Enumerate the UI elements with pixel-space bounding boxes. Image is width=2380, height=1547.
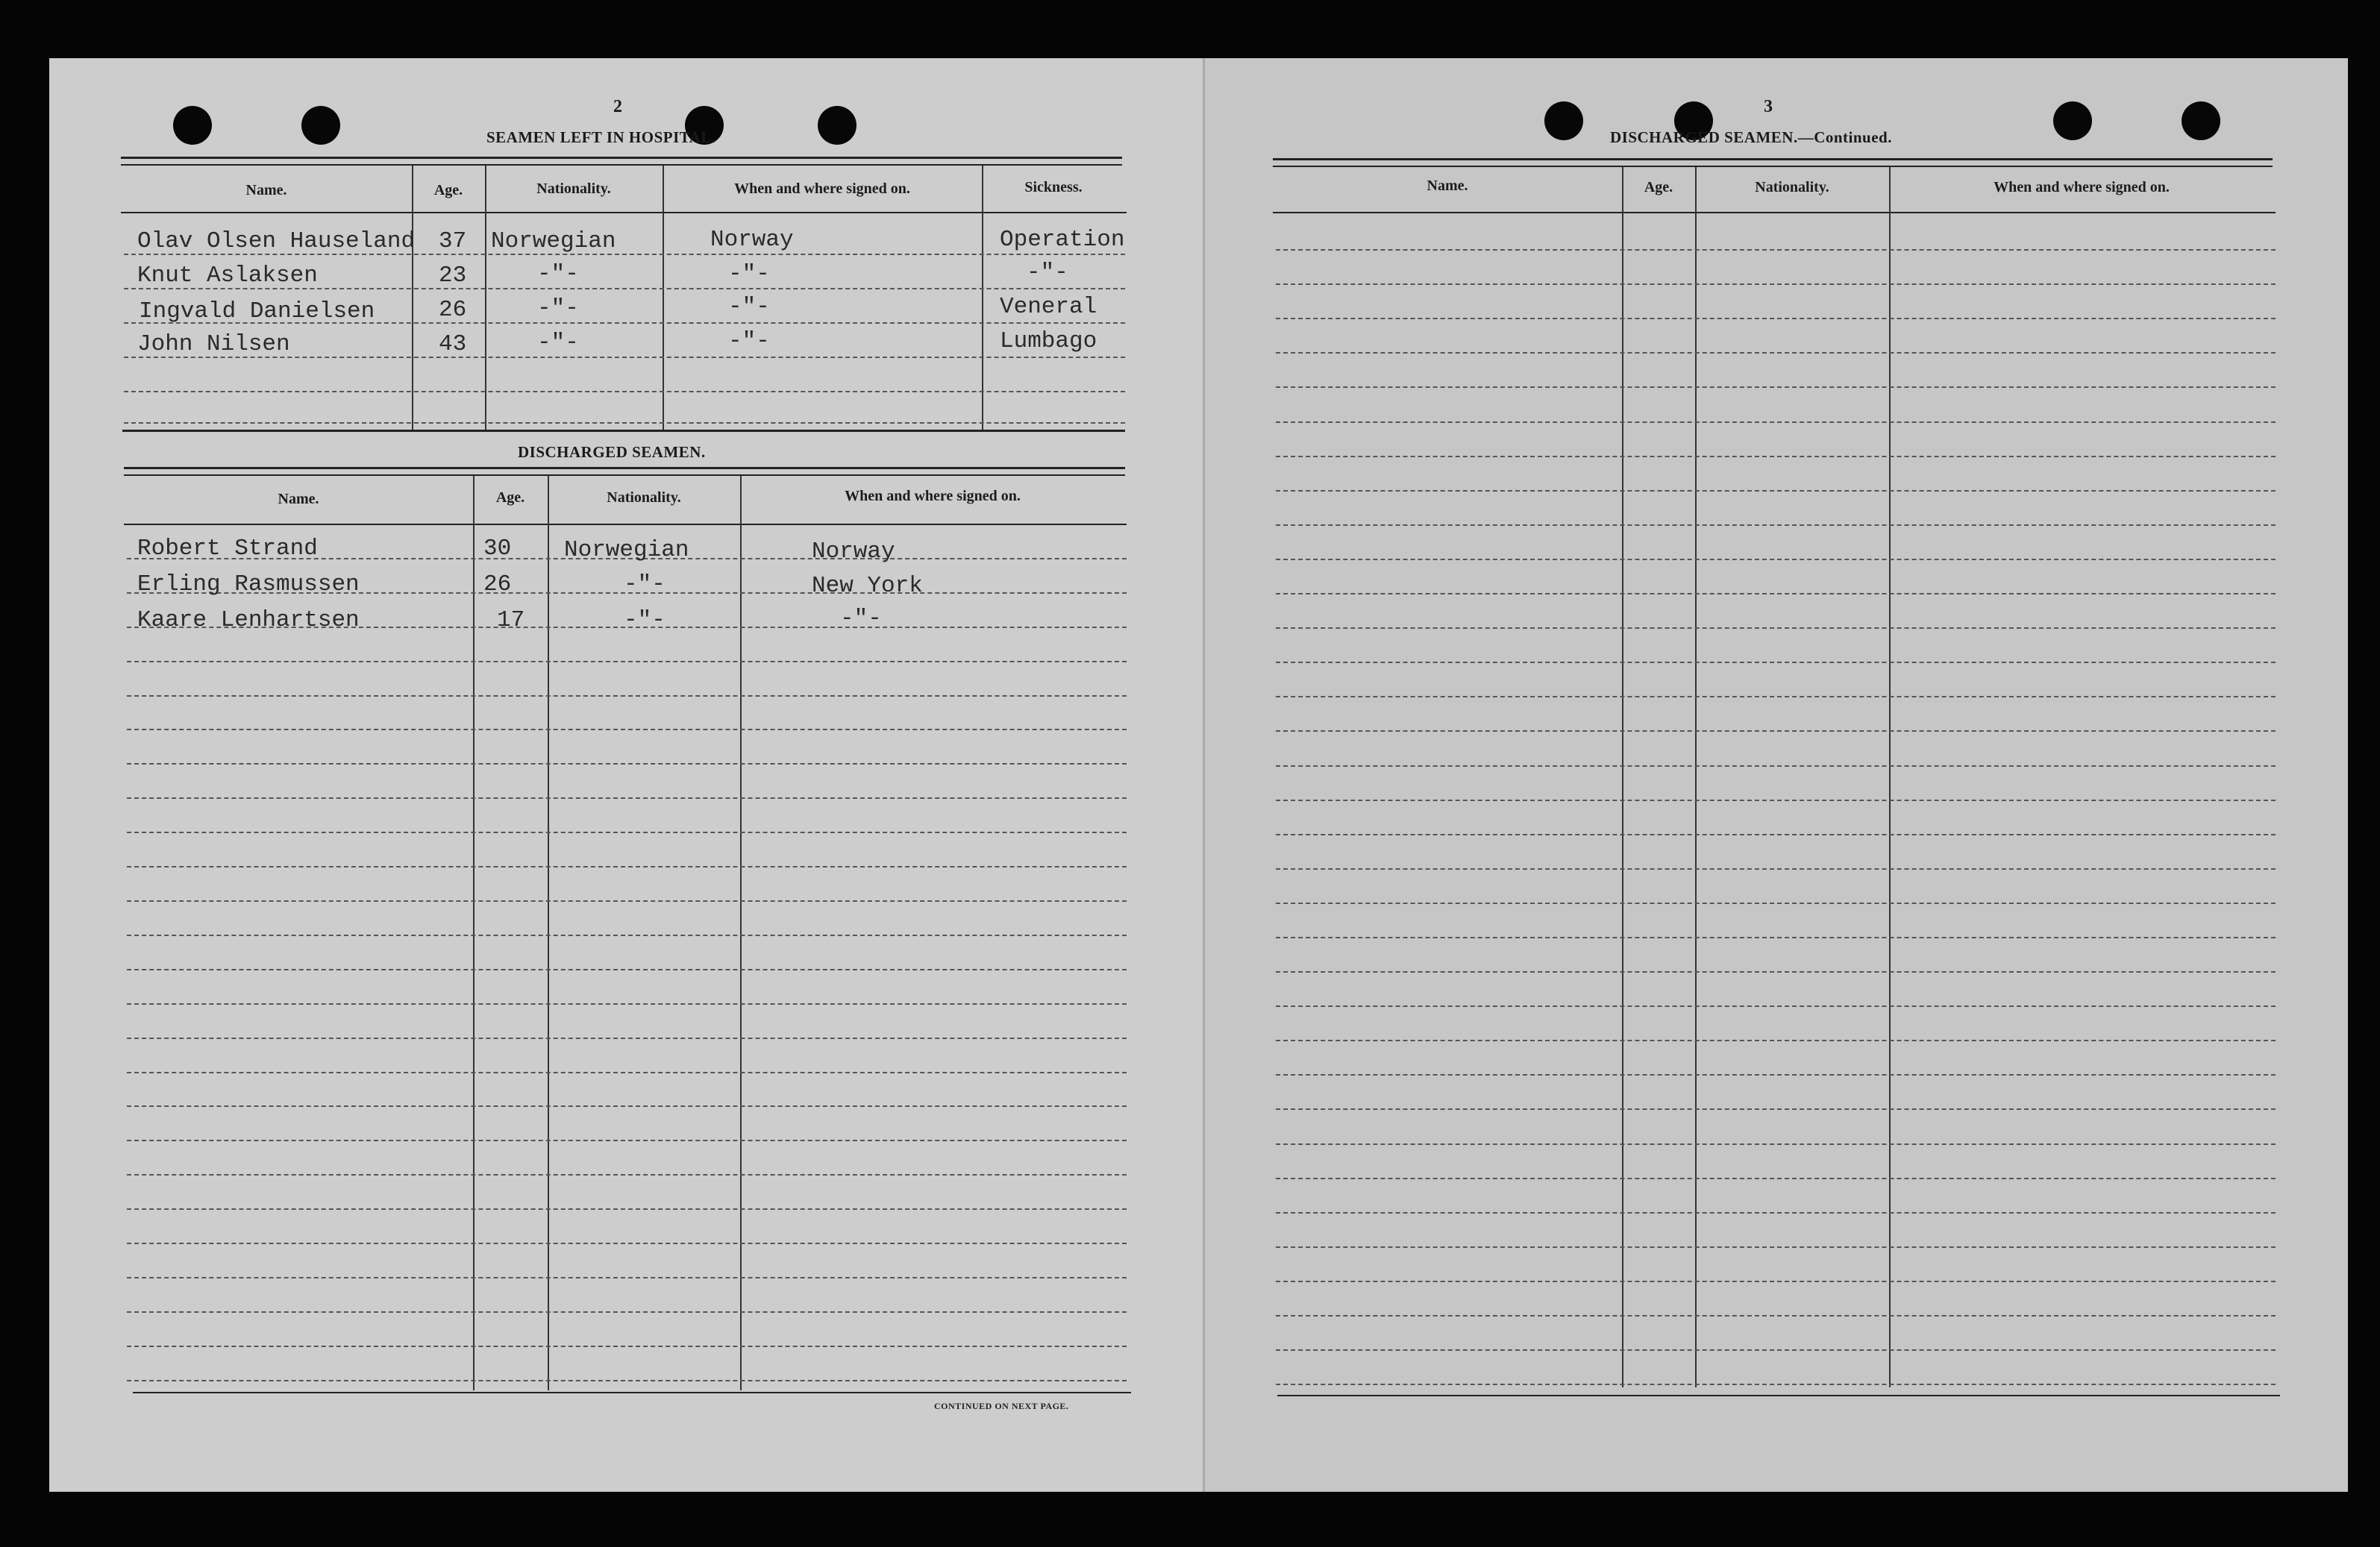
dotted-rule bbox=[127, 1380, 1127, 1381]
seaman-signed-on: -"- bbox=[840, 606, 882, 632]
column-divider bbox=[663, 166, 664, 430]
column-header-signed-on: When and where signed on. bbox=[1994, 179, 2170, 195]
seaman-sickness: Lumbago bbox=[1000, 328, 1097, 354]
seaman-nationality: Norwegian bbox=[564, 537, 689, 563]
punch-hole bbox=[818, 106, 857, 145]
dotted-rule bbox=[127, 1208, 1127, 1210]
seaman-signed-on: Norway bbox=[812, 539, 895, 565]
column-header-age: Age. bbox=[433, 182, 463, 198]
punch-hole bbox=[2182, 101, 2220, 140]
seaman-sickness: -"- bbox=[1027, 260, 1068, 286]
dotted-rule bbox=[1276, 524, 2276, 526]
dotted-rule bbox=[127, 969, 1127, 970]
dotted-rule bbox=[1276, 559, 2276, 560]
column-header-signed-on: When and where signed on. bbox=[845, 488, 1021, 504]
dotted-rule bbox=[1276, 421, 2276, 423]
right-page-title: DISCHARGED SEAMEN.—Continued. bbox=[1610, 128, 1892, 146]
dotted-rule bbox=[1276, 1074, 2276, 1076]
seaman-nationality: -"- bbox=[537, 261, 579, 287]
seaman-age: 23 bbox=[439, 263, 467, 289]
dotted-rule bbox=[127, 935, 1127, 936]
table-rule bbox=[121, 212, 1127, 213]
dotted-rule bbox=[127, 695, 1127, 697]
column-header-sickness: Sickness. bbox=[1024, 179, 1083, 195]
dotted-rule bbox=[127, 1346, 1127, 1347]
seaman-name: Knut Aslaksen bbox=[137, 263, 318, 289]
page-number: 3 bbox=[1764, 97, 1773, 116]
seaman-age: 17 bbox=[497, 607, 525, 633]
dotted-rule bbox=[1276, 283, 2276, 285]
seaman-age: 43 bbox=[439, 331, 467, 357]
dotted-rule bbox=[127, 866, 1127, 867]
dotted-rule bbox=[127, 729, 1127, 730]
seaman-sickness: Veneral bbox=[1000, 294, 1097, 320]
dotted-rule bbox=[1276, 662, 2276, 663]
seaman-nationality: -"- bbox=[537, 295, 579, 321]
seaman-age: 37 bbox=[439, 228, 467, 254]
table-rule bbox=[121, 157, 1122, 159]
seaman-nationality: -"- bbox=[624, 571, 666, 597]
column-divider bbox=[982, 166, 983, 430]
dotted-rule bbox=[1276, 1212, 2276, 1214]
continued-note: CONTINUED ON NEXT PAGE. bbox=[934, 1401, 1069, 1411]
column-divider bbox=[412, 166, 413, 430]
dotted-rule bbox=[127, 797, 1127, 799]
table-rule bbox=[124, 524, 1127, 525]
hospital-section-title: SEAMEN LEFT IN HOSPITAL. bbox=[486, 128, 716, 146]
seaman-sickness: Operation bbox=[1000, 227, 1125, 253]
dotted-rule bbox=[1276, 971, 2276, 973]
seaman-nationality: -"- bbox=[624, 607, 666, 633]
column-divider bbox=[1889, 167, 1891, 1387]
dotted-rule bbox=[1276, 1281, 2276, 1282]
dotted-rule bbox=[127, 1243, 1127, 1244]
dotted-rule bbox=[1276, 868, 2276, 870]
right-page bbox=[1203, 58, 2348, 1492]
dotted-rule bbox=[1276, 903, 2276, 904]
dotted-rule bbox=[127, 1072, 1127, 1073]
column-header-signed-on: When and where signed on. bbox=[734, 181, 910, 197]
column-divider bbox=[485, 166, 486, 430]
table-rule bbox=[124, 467, 1125, 469]
column-header-nationality: Nationality. bbox=[607, 489, 681, 506]
dotted-rule bbox=[127, 763, 1127, 765]
dotted-rule bbox=[1276, 318, 2276, 319]
dotted-rule bbox=[127, 1003, 1127, 1005]
dotted-rule bbox=[127, 1105, 1127, 1107]
dotted-rule bbox=[1276, 1108, 2276, 1110]
dotted-rule bbox=[1276, 627, 2276, 629]
punch-hole bbox=[2053, 101, 2092, 140]
dotted-rule bbox=[1276, 1143, 2276, 1145]
discharged-section-title: DISCHARGED SEAMEN. bbox=[518, 443, 706, 461]
seaman-name: John Nilsen bbox=[137, 331, 290, 357]
seaman-name: Kaare Lenhartsen bbox=[137, 607, 360, 633]
column-divider bbox=[1622, 167, 1623, 1387]
dotted-rule bbox=[1276, 352, 2276, 354]
table-rule bbox=[1277, 1395, 2280, 1396]
column-divider bbox=[1695, 167, 1697, 1387]
punch-hole bbox=[173, 106, 212, 145]
dotted-rule bbox=[1276, 1384, 2276, 1385]
column-header-name: Name. bbox=[278, 491, 319, 507]
seaman-signed-on: -"- bbox=[728, 261, 770, 287]
table-rule bbox=[1273, 166, 2273, 167]
seaman-age: 26 bbox=[483, 571, 512, 597]
seaman-name: Erling Rasmussen bbox=[137, 571, 360, 597]
page-number: 2 bbox=[613, 97, 622, 116]
dotted-rule bbox=[1276, 490, 2276, 492]
seaman-nationality: Norwegian bbox=[491, 228, 616, 254]
dotted-rule bbox=[1276, 1178, 2276, 1179]
dotted-rule bbox=[127, 900, 1127, 902]
dotted-rule bbox=[1276, 1349, 2276, 1351]
seaman-signed-on: -"- bbox=[728, 294, 770, 320]
seaman-name: Olav Olsen Hauseland bbox=[137, 228, 416, 254]
dotted-rule bbox=[127, 661, 1127, 662]
table-rule bbox=[124, 474, 1125, 476]
seaman-signed-on: Norway bbox=[710, 227, 794, 253]
column-header-nationality: Nationality. bbox=[536, 181, 611, 197]
dotted-rule bbox=[1276, 937, 2276, 938]
dotted-rule bbox=[1276, 800, 2276, 801]
table-rule bbox=[1273, 158, 2273, 160]
table-rule bbox=[121, 164, 1122, 166]
seaman-nationality: -"- bbox=[537, 330, 579, 356]
column-divider bbox=[548, 476, 549, 1390]
column-header-age: Age. bbox=[1644, 179, 1673, 195]
seaman-age: 26 bbox=[439, 297, 467, 323]
column-header-age: Age. bbox=[495, 489, 525, 506]
column-header-nationality: Nationality. bbox=[1755, 179, 1829, 195]
dotted-rule bbox=[127, 1140, 1127, 1141]
dotted-rule bbox=[1276, 1005, 2276, 1007]
dotted-rule bbox=[1276, 834, 2276, 835]
dotted-rule bbox=[127, 1174, 1127, 1176]
seaman-signed-on: -"- bbox=[728, 328, 770, 354]
dotted-rule bbox=[1276, 386, 2276, 388]
seaman-age: 30 bbox=[483, 536, 512, 562]
dotted-rule bbox=[1276, 730, 2276, 732]
dotted-rule bbox=[1276, 249, 2276, 251]
seaman-name: Robert Strand bbox=[137, 536, 318, 562]
column-header-name: Name. bbox=[245, 182, 287, 198]
dotted-rule bbox=[127, 832, 1127, 833]
dotted-rule bbox=[127, 1038, 1127, 1039]
dotted-rule bbox=[1276, 593, 2276, 594]
dotted-rule bbox=[1276, 1246, 2276, 1248]
dotted-rule bbox=[1276, 1040, 2276, 1041]
dotted-rule bbox=[127, 1311, 1127, 1313]
dotted-rule bbox=[1276, 765, 2276, 767]
seaman-name: Ingvald Danielsen bbox=[139, 298, 375, 324]
dotted-rule bbox=[1276, 456, 2276, 457]
dotted-rule bbox=[1276, 696, 2276, 697]
seaman-signed-on: New York bbox=[812, 573, 923, 599]
punch-hole bbox=[301, 106, 340, 145]
punch-hole bbox=[1544, 101, 1583, 140]
dotted-rule bbox=[127, 1277, 1127, 1278]
column-divider bbox=[740, 476, 742, 1390]
column-header-name: Name. bbox=[1427, 178, 1468, 194]
table-rule bbox=[133, 1392, 1131, 1393]
table-rule bbox=[122, 430, 1125, 432]
column-divider bbox=[473, 476, 475, 1390]
table-rule bbox=[1273, 212, 2276, 213]
dotted-rule bbox=[1276, 1315, 2276, 1317]
dotted-rule bbox=[124, 391, 1125, 392]
dotted-rule bbox=[124, 422, 1125, 424]
